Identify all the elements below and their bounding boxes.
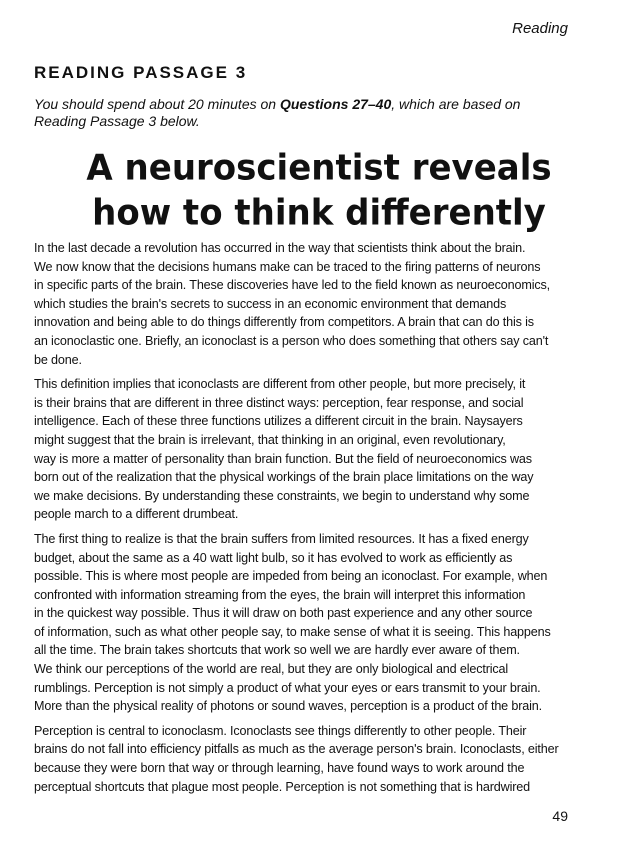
instructions-question-range: Questions 27–40 [279,96,392,112]
text-line: brains do not fall into efficiency pitfalls as much as the average person's brain. Iconoclasts, either [34,742,559,757]
text-line: This definition implies that iconoclasts are different from other people, but more precisely, it [34,377,526,392]
page-number: 49 [552,808,568,824]
text-line: is their brains that are different in three distinct ways: perception, fear response, and social [34,395,524,410]
instructions [34,96,574,130]
paragraph [34,722,582,796]
text-line: We now know that the decisions humans make can be traced to the firing patterns of neurons [34,259,541,274]
paragraph [34,239,582,369]
text-line: The first thing to realize is that the brain suffers from limited resources. It has a fixed energy [34,531,529,546]
text-line: born out of the realization that the physical workings of the brain place limitations on the way [34,470,534,485]
instructions-text-start: You should spend about 20 minutes on [34,96,280,112]
section-title: READING PASSAGE 3 [34,63,248,82]
text-line: of information, such as what other people say, to make sense of what it is seeing. This happens [34,624,551,639]
text-line: Perception is central to iconoclasm. Iconoclasts see things differently to other people. Their [34,723,527,738]
text-line: people march to a different drumbeat. [34,507,239,522]
text-line: possible. This is where most people are impeded from being an iconoclast. For example, when [34,569,548,584]
headline-line-2: how to think differently [92,192,546,234]
article-headline [0,146,638,235]
text-line: intelligence. Each of these three functions utilizes a different circuit in the brain. Naysayers [34,414,523,429]
text-line: all the time. The brain takes shortcuts that work so well we are hardly ever aware of them. [34,643,520,658]
running-header: Reading [512,20,568,37]
text-line: we make decisions. By understanding these constraints, we begin to understand why some [34,488,530,503]
text-line: which studies the brain's secrets to success in an economic environment that demands [34,296,507,311]
text-line: budget, about the same as a 40 watt light bulb, so it has evolved to work as efficiently as [34,550,513,565]
text-line: in specific parts of the brain. These discoveries have led to the field known as neuroeconomics, [34,278,550,293]
paragraph [34,530,582,716]
text-line: way is more a matter of personality than brain function. But the field of neuroeconomics was [34,451,532,466]
text-line: an iconoclastic one. Briefly, an iconoclast is a person who does something that others say can't [34,333,549,348]
text-line: confronted with information streaming from the eyes, the brain will interpret this information [34,587,526,602]
headline-line-1: A neuroscientist reveals [86,147,552,189]
instructions-text-end: , which are based on Reading Passage 3 below. [34,96,521,129]
text-line: might suggest that the brain is irrelevant, that thinking in an original, even revolutionary, [34,432,506,447]
text-line: in the quickest way possible. Thus it will draw on both past experience and any other source [34,606,533,621]
text-line: perceptual shortcuts that plague most people. Perception is not something that is hardwired [34,779,530,794]
text-line: We think our perceptions of the world are real, but they are only biological and electrical [34,662,509,677]
text-line: innovation and being able to do things differently from competitors. A brain that can do this is [34,315,534,330]
text-line: In the last decade a revolution has occurred in the way that scientists think about the brain. [34,241,526,255]
text-line: More than the physical reality of photons or sound waves, perception is a product of the brain. [34,699,542,714]
text-line: be done. [34,352,82,367]
text-line: rumblings. Perception is not simply a product of what your eyes or ears transmit to your brain. [34,680,541,695]
article-body [34,239,582,802]
paragraph [34,375,582,524]
text-line: because they were born that way or through learning, have found ways to work around the [34,761,525,776]
